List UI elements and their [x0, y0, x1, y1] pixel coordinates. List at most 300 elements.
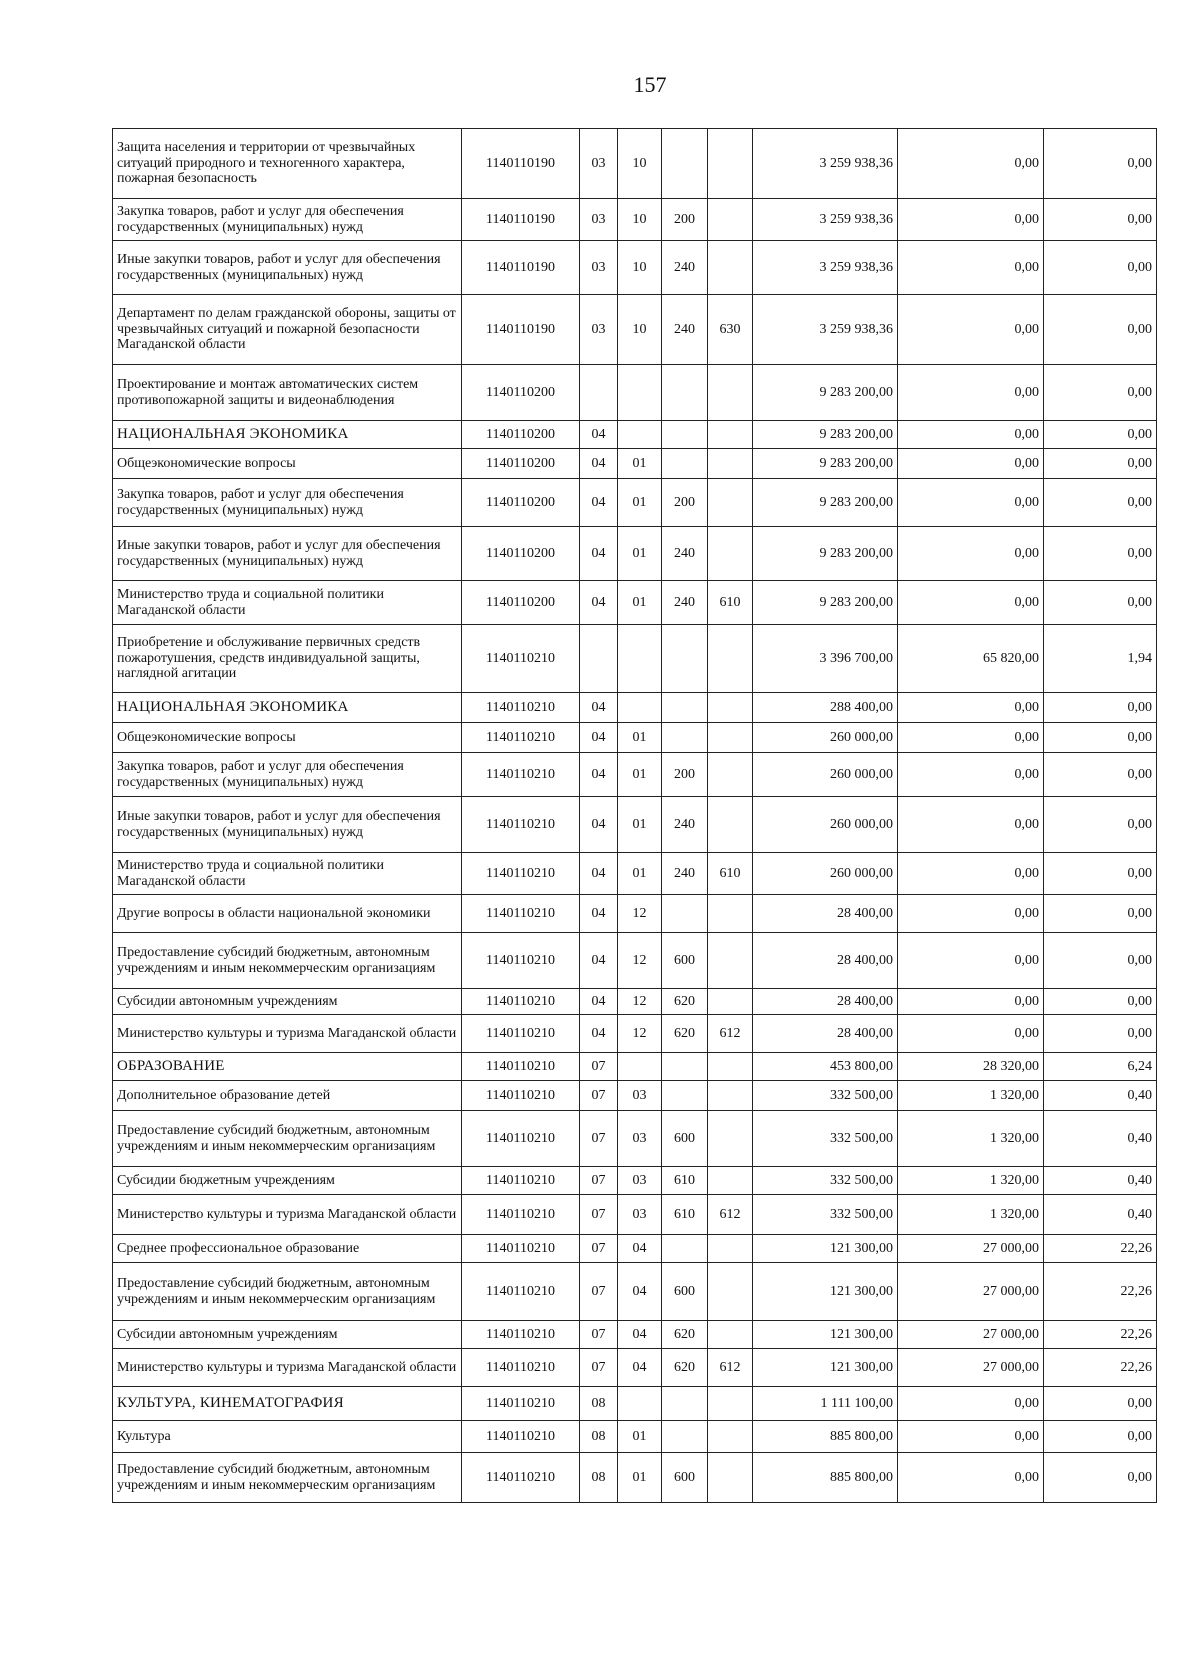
executed-amount-cell: 0,00: [898, 527, 1044, 581]
expense-type-cell: 620: [662, 1015, 708, 1053]
table-row: [113, 989, 1157, 1015]
section-cell: 07: [580, 1263, 618, 1321]
planned-amount-cell: 121 300,00: [753, 1263, 898, 1321]
table-row: [113, 753, 1157, 797]
subsection-cell: 10: [618, 241, 662, 295]
section-cell: 07: [580, 1321, 618, 1349]
target-code-cell: 1140110210: [462, 1453, 580, 1503]
subsection-cell: 10: [618, 199, 662, 241]
ministry-code-cell: 630: [708, 295, 753, 365]
table-row: [113, 1421, 1157, 1453]
expense-type-cell: [662, 449, 708, 479]
subsection-cell: 04: [618, 1321, 662, 1349]
section-cell: 04: [580, 989, 618, 1015]
ministry-code-cell: [708, 625, 753, 693]
table-row: [113, 853, 1157, 895]
item-name-cell: Общеэкономические вопросы: [113, 723, 462, 753]
expense-type-cell: [662, 1421, 708, 1453]
table-row: [113, 1053, 1157, 1081]
item-name-cell: Иные закупки товаров, работ и услуг для обеспечения государственных (муниципальных) нужд: [113, 797, 462, 853]
expense-type-cell: 240: [662, 295, 708, 365]
subsection-cell: 12: [618, 933, 662, 989]
ministry-code-cell: [708, 1081, 753, 1111]
target-code-cell: 1140110210: [462, 625, 580, 693]
planned-amount-cell: 28 400,00: [753, 933, 898, 989]
item-name-cell: Среднее профессиональное образование: [113, 1235, 462, 1263]
planned-amount-cell: 453 800,00: [753, 1053, 898, 1081]
subsection-cell: 12: [618, 1015, 662, 1053]
ministry-code-cell: [708, 199, 753, 241]
expense-type-cell: [662, 129, 708, 199]
item-name-cell: КУЛЬТУРА, КИНЕМАТОГРАФИЯ: [113, 1387, 462, 1421]
ministry-code-cell: 610: [708, 581, 753, 625]
execution-percent-cell: 0,00: [1044, 1015, 1157, 1053]
expense-type-cell: 600: [662, 1263, 708, 1321]
table-row: [113, 581, 1157, 625]
section-cell: [580, 625, 618, 693]
table-row: [113, 1167, 1157, 1195]
item-name-cell: Субсидии автономным учреждениям: [113, 1321, 462, 1349]
ministry-code-cell: 612: [708, 1349, 753, 1387]
item-name-cell: Иные закупки товаров, работ и услуг для обеспечения государственных (муниципальных) нужд: [113, 527, 462, 581]
subsection-cell: 01: [618, 797, 662, 853]
target-code-cell: 1140110210: [462, 1111, 580, 1167]
subsection-cell: 03: [618, 1195, 662, 1235]
subsection-cell: 01: [618, 581, 662, 625]
target-code-cell: 1140110210: [462, 1053, 580, 1081]
target-code-cell: 1140110200: [462, 421, 580, 449]
subsection-cell: 04: [618, 1235, 662, 1263]
execution-percent-cell: 0,00: [1044, 933, 1157, 989]
table-row: [113, 1453, 1157, 1503]
ministry-code-cell: [708, 693, 753, 723]
execution-percent-cell: 0,00: [1044, 365, 1157, 421]
expense-type-cell: [662, 723, 708, 753]
item-name-cell: Культура: [113, 1421, 462, 1453]
target-code-cell: 1140110210: [462, 895, 580, 933]
subsection-cell: 12: [618, 989, 662, 1015]
section-cell: 04: [580, 527, 618, 581]
execution-percent-cell: 0,00: [1044, 693, 1157, 723]
table-row: [113, 625, 1157, 693]
ministry-code-cell: [708, 1235, 753, 1263]
planned-amount-cell: 288 400,00: [753, 693, 898, 723]
target-code-cell: 1140110190: [462, 129, 580, 199]
ministry-code-cell: [708, 1421, 753, 1453]
table-row: [113, 199, 1157, 241]
table-row: [113, 1111, 1157, 1167]
execution-percent-cell: 0,00: [1044, 479, 1157, 527]
table-row: [113, 797, 1157, 853]
expense-type-cell: 240: [662, 797, 708, 853]
executed-amount-cell: 0,00: [898, 581, 1044, 625]
item-name-cell: Министерство культуры и туризма Магаданской области: [113, 1015, 462, 1053]
ministry-code-cell: [708, 449, 753, 479]
table-row: [113, 421, 1157, 449]
subsection-cell: 12: [618, 895, 662, 933]
target-code-cell: 1140110190: [462, 241, 580, 295]
target-code-cell: 1140110210: [462, 933, 580, 989]
section-cell: 07: [580, 1167, 618, 1195]
subsection-cell: 03: [618, 1167, 662, 1195]
item-name-cell: Общеэкономические вопросы: [113, 449, 462, 479]
expense-type-cell: 600: [662, 933, 708, 989]
planned-amount-cell: 332 500,00: [753, 1167, 898, 1195]
executed-amount-cell: 0,00: [898, 723, 1044, 753]
item-name-cell: Министерство труда и социальной политики Магаданской области: [113, 581, 462, 625]
target-code-cell: 1140110210: [462, 1167, 580, 1195]
table-row: [113, 295, 1157, 365]
section-cell: 07: [580, 1195, 618, 1235]
ministry-code-cell: [708, 1053, 753, 1081]
section-cell: 03: [580, 129, 618, 199]
subsection-cell: [618, 1053, 662, 1081]
item-name-cell: НАЦИОНАЛЬНАЯ ЭКОНОМИКА: [113, 421, 462, 449]
table-row: [113, 895, 1157, 933]
table-row: [113, 693, 1157, 723]
planned-amount-cell: 9 283 200,00: [753, 479, 898, 527]
target-code-cell: 1140110210: [462, 989, 580, 1015]
item-name-cell: Субсидии бюджетным учреждениям: [113, 1167, 462, 1195]
item-name-cell: Министерство культуры и туризма Магаданской области: [113, 1349, 462, 1387]
section-cell: 04: [580, 1015, 618, 1053]
section-cell: 04: [580, 449, 618, 479]
execution-percent-cell: 0,40: [1044, 1195, 1157, 1235]
table-row: [113, 1387, 1157, 1421]
execution-percent-cell: 0,00: [1044, 1453, 1157, 1503]
item-name-cell: Закупка товаров, работ и услуг для обеспечения государственных (муниципальных) нужд: [113, 753, 462, 797]
table-row: [113, 527, 1157, 581]
target-code-cell: 1140110190: [462, 199, 580, 241]
planned-amount-cell: 9 283 200,00: [753, 449, 898, 479]
executed-amount-cell: 27 000,00: [898, 1263, 1044, 1321]
section-cell: 04: [580, 933, 618, 989]
subsection-cell: 10: [618, 295, 662, 365]
planned-amount-cell: 28 400,00: [753, 895, 898, 933]
execution-percent-cell: 0,40: [1044, 1081, 1157, 1111]
expense-type-cell: 610: [662, 1195, 708, 1235]
executed-amount-cell: 0,00: [898, 1015, 1044, 1053]
target-code-cell: 1140110210: [462, 853, 580, 895]
section-cell: 03: [580, 295, 618, 365]
item-name-cell: НАЦИОНАЛЬНАЯ ЭКОНОМИКА: [113, 693, 462, 723]
subsection-cell: 01: [618, 479, 662, 527]
item-name-cell: Закупка товаров, работ и услуг для обеспечения государственных (муниципальных) нужд: [113, 199, 462, 241]
expense-type-cell: [662, 1053, 708, 1081]
executed-amount-cell: 27 000,00: [898, 1349, 1044, 1387]
table-row: [113, 1349, 1157, 1387]
expense-type-cell: [662, 625, 708, 693]
section-cell: 04: [580, 753, 618, 797]
ministry-code-cell: [708, 989, 753, 1015]
target-code-cell: 1140110210: [462, 1387, 580, 1421]
target-code-cell: 1140110200: [462, 365, 580, 421]
planned-amount-cell: 9 283 200,00: [753, 581, 898, 625]
section-cell: 04: [580, 581, 618, 625]
executed-amount-cell: 1 320,00: [898, 1111, 1044, 1167]
expense-type-cell: 610: [662, 1167, 708, 1195]
execution-percent-cell: 0,00: [1044, 989, 1157, 1015]
item-name-cell: Дополнительное образование детей: [113, 1081, 462, 1111]
item-name-cell: Предоставление субсидий бюджетным, автономным учреждениям и иным некоммерческим организациям: [113, 1263, 462, 1321]
execution-percent-cell: 22,26: [1044, 1321, 1157, 1349]
expense-type-cell: 240: [662, 853, 708, 895]
execution-percent-cell: 6,24: [1044, 1053, 1157, 1081]
planned-amount-cell: 885 800,00: [753, 1453, 898, 1503]
execution-percent-cell: 0,00: [1044, 449, 1157, 479]
item-name-cell: Субсидии автономным учреждениям: [113, 989, 462, 1015]
executed-amount-cell: 27 000,00: [898, 1321, 1044, 1349]
expense-type-cell: 200: [662, 753, 708, 797]
expense-type-cell: 240: [662, 241, 708, 295]
ministry-code-cell: 610: [708, 853, 753, 895]
section-cell: 04: [580, 479, 618, 527]
item-name-cell: Приобретение и обслуживание первичных средств пожаротушения, средств индивидуальной защиты, наглядной агитации: [113, 625, 462, 693]
table-row: [113, 1263, 1157, 1321]
section-cell: 08: [580, 1453, 618, 1503]
execution-percent-cell: 0,00: [1044, 199, 1157, 241]
ministry-code-cell: [708, 723, 753, 753]
budget-table: [112, 128, 1157, 1503]
executed-amount-cell: 0,00: [898, 421, 1044, 449]
executed-amount-cell: 65 820,00: [898, 625, 1044, 693]
item-name-cell: Департамент по делам гражданской обороны, защиты от чрезвычайных ситуаций и пожарной безопасности Магаданской области: [113, 295, 462, 365]
ministry-code-cell: [708, 933, 753, 989]
subsection-cell: 01: [618, 1421, 662, 1453]
subsection-cell: 10: [618, 129, 662, 199]
planned-amount-cell: 260 000,00: [753, 753, 898, 797]
section-cell: 07: [580, 1111, 618, 1167]
subsection-cell: 01: [618, 753, 662, 797]
target-code-cell: 1140110190: [462, 295, 580, 365]
item-name-cell: Предоставление субсидий бюджетным, автономным учреждениям и иным некоммерческим организациям: [113, 933, 462, 989]
section-cell: 08: [580, 1387, 618, 1421]
executed-amount-cell: 0,00: [898, 853, 1044, 895]
subsection-cell: 01: [618, 1453, 662, 1503]
executed-amount-cell: 1 320,00: [898, 1195, 1044, 1235]
target-code-cell: 1140110210: [462, 723, 580, 753]
subsection-cell: 01: [618, 723, 662, 753]
planned-amount-cell: 9 283 200,00: [753, 421, 898, 449]
planned-amount-cell: 3 259 938,36: [753, 295, 898, 365]
execution-percent-cell: 0,40: [1044, 1111, 1157, 1167]
ministry-code-cell: [708, 365, 753, 421]
table-row: [113, 723, 1157, 753]
expense-type-cell: [662, 895, 708, 933]
ministry-code-cell: 612: [708, 1195, 753, 1235]
executed-amount-cell: 0,00: [898, 129, 1044, 199]
subsection-cell: 01: [618, 853, 662, 895]
executed-amount-cell: 0,00: [898, 479, 1044, 527]
expense-type-cell: [662, 1081, 708, 1111]
executed-amount-cell: 0,00: [898, 449, 1044, 479]
section-cell: 07: [580, 1235, 618, 1263]
executed-amount-cell: 0,00: [898, 895, 1044, 933]
expense-type-cell: [662, 365, 708, 421]
planned-amount-cell: 260 000,00: [753, 723, 898, 753]
target-code-cell: 1140110210: [462, 693, 580, 723]
planned-amount-cell: 260 000,00: [753, 853, 898, 895]
ministry-code-cell: [708, 421, 753, 449]
expense-type-cell: 600: [662, 1453, 708, 1503]
item-name-cell: Предоставление субсидий бюджетным, автономным учреждениям и иным некоммерческим организациям: [113, 1111, 462, 1167]
section-cell: 04: [580, 421, 618, 449]
target-code-cell: 1140110210: [462, 1321, 580, 1349]
execution-percent-cell: 0,00: [1044, 241, 1157, 295]
execution-percent-cell: 0,00: [1044, 581, 1157, 625]
execution-percent-cell: 0,00: [1044, 527, 1157, 581]
executed-amount-cell: 0,00: [898, 933, 1044, 989]
ministry-code-cell: [708, 241, 753, 295]
executed-amount-cell: 0,00: [898, 753, 1044, 797]
target-code-cell: 1140110200: [462, 527, 580, 581]
execution-percent-cell: 0,00: [1044, 295, 1157, 365]
subsection-cell: 03: [618, 1081, 662, 1111]
subsection-cell: [618, 693, 662, 723]
planned-amount-cell: 332 500,00: [753, 1081, 898, 1111]
subsection-cell: [618, 421, 662, 449]
section-cell: 04: [580, 693, 618, 723]
ministry-code-cell: [708, 479, 753, 527]
section-cell: 04: [580, 895, 618, 933]
target-code-cell: 1140110210: [462, 1421, 580, 1453]
table-row: [113, 1195, 1157, 1235]
section-cell: 08: [580, 1421, 618, 1453]
execution-percent-cell: 22,26: [1044, 1349, 1157, 1387]
execution-percent-cell: 0,00: [1044, 129, 1157, 199]
target-code-cell: 1140110200: [462, 479, 580, 527]
executed-amount-cell: 28 320,00: [898, 1053, 1044, 1081]
execution-percent-cell: 0,40: [1044, 1167, 1157, 1195]
expense-type-cell: [662, 693, 708, 723]
table-row: [113, 449, 1157, 479]
section-cell: 04: [580, 797, 618, 853]
target-code-cell: 1140110210: [462, 1195, 580, 1235]
execution-percent-cell: 0,00: [1044, 723, 1157, 753]
item-name-cell: Другие вопросы в области национальной экономики: [113, 895, 462, 933]
section-cell: 07: [580, 1349, 618, 1387]
expense-type-cell: 200: [662, 479, 708, 527]
table-row: [113, 1321, 1157, 1349]
executed-amount-cell: 0,00: [898, 199, 1044, 241]
target-code-cell: 1140110200: [462, 449, 580, 479]
target-code-cell: 1140110200: [462, 581, 580, 625]
execution-percent-cell: 0,00: [1044, 1421, 1157, 1453]
executed-amount-cell: 0,00: [898, 1453, 1044, 1503]
executed-amount-cell: 0,00: [898, 295, 1044, 365]
page-number: 157: [633, 72, 667, 97]
subsection-cell: 04: [618, 1349, 662, 1387]
expense-type-cell: [662, 1387, 708, 1421]
item-name-cell: Предоставление субсидий бюджетным, автономным учреждениям и иным некоммерческим организациям: [113, 1453, 462, 1503]
table-row: [113, 1015, 1157, 1053]
planned-amount-cell: 9 283 200,00: [753, 527, 898, 581]
table-row: [113, 1235, 1157, 1263]
ministry-code-cell: 612: [708, 1015, 753, 1053]
ministry-code-cell: [708, 1263, 753, 1321]
execution-percent-cell: 0,00: [1044, 853, 1157, 895]
ministry-code-cell: [708, 1387, 753, 1421]
expense-type-cell: 620: [662, 1321, 708, 1349]
target-code-cell: 1140110210: [462, 1349, 580, 1387]
planned-amount-cell: 28 400,00: [753, 1015, 898, 1053]
executed-amount-cell: 27 000,00: [898, 1235, 1044, 1263]
expense-type-cell: 600: [662, 1111, 708, 1167]
planned-amount-cell: 121 300,00: [753, 1349, 898, 1387]
target-code-cell: 1140110210: [462, 753, 580, 797]
item-name-cell: Закупка товаров, работ и услуг для обеспечения государственных (муниципальных) нужд: [113, 479, 462, 527]
executed-amount-cell: 0,00: [898, 1387, 1044, 1421]
item-name-cell: Иные закупки товаров, работ и услуг для обеспечения государственных (муниципальных) нужд: [113, 241, 462, 295]
executed-amount-cell: 1 320,00: [898, 1167, 1044, 1195]
ministry-code-cell: [708, 1167, 753, 1195]
item-name-cell: Защита населения и территории от чрезвычайных ситуаций природного и техногенного характера, пожарная безопасность: [113, 129, 462, 199]
planned-amount-cell: 3 259 938,36: [753, 129, 898, 199]
planned-amount-cell: 3 259 938,36: [753, 241, 898, 295]
planned-amount-cell: 260 000,00: [753, 797, 898, 853]
table-row: [113, 933, 1157, 989]
planned-amount-cell: 121 300,00: [753, 1321, 898, 1349]
subsection-cell: [618, 365, 662, 421]
target-code-cell: 1140110210: [462, 797, 580, 853]
section-cell: 07: [580, 1081, 618, 1111]
execution-percent-cell: 0,00: [1044, 421, 1157, 449]
planned-amount-cell: 3 396 700,00: [753, 625, 898, 693]
table-row: [113, 365, 1157, 421]
execution-percent-cell: 22,26: [1044, 1263, 1157, 1321]
target-code-cell: 1140110210: [462, 1081, 580, 1111]
item-name-cell: Министерство труда и социальной политики Магаданской области: [113, 853, 462, 895]
planned-amount-cell: 121 300,00: [753, 1235, 898, 1263]
subsection-cell: 04: [618, 1263, 662, 1321]
target-code-cell: 1140110210: [462, 1015, 580, 1053]
planned-amount-cell: 885 800,00: [753, 1421, 898, 1453]
item-name-cell: Министерство культуры и туризма Магаданской области: [113, 1195, 462, 1235]
ministry-code-cell: [708, 895, 753, 933]
executed-amount-cell: 0,00: [898, 1421, 1044, 1453]
planned-amount-cell: 332 500,00: [753, 1195, 898, 1235]
section-cell: 03: [580, 199, 618, 241]
planned-amount-cell: 332 500,00: [753, 1111, 898, 1167]
expense-type-cell: 240: [662, 581, 708, 625]
execution-percent-cell: 1,94: [1044, 625, 1157, 693]
execution-percent-cell: 0,00: [1044, 753, 1157, 797]
section-cell: [580, 365, 618, 421]
ministry-code-cell: [708, 1321, 753, 1349]
target-code-cell: 1140110210: [462, 1263, 580, 1321]
planned-amount-cell: 28 400,00: [753, 989, 898, 1015]
subsection-cell: [618, 1387, 662, 1421]
execution-percent-cell: 0,00: [1044, 797, 1157, 853]
table-row: [113, 1081, 1157, 1111]
subsection-cell: [618, 625, 662, 693]
executed-amount-cell: 0,00: [898, 797, 1044, 853]
table-row: [113, 479, 1157, 527]
executed-amount-cell: 0,00: [898, 989, 1044, 1015]
executed-amount-cell: 1 320,00: [898, 1081, 1044, 1111]
expense-type-cell: [662, 421, 708, 449]
ministry-code-cell: [708, 797, 753, 853]
item-name-cell: ОБРАЗОВАНИЕ: [113, 1053, 462, 1081]
subsection-cell: 01: [618, 527, 662, 581]
ministry-code-cell: [708, 527, 753, 581]
planned-amount-cell: 3 259 938,36: [753, 199, 898, 241]
budget-table-body: [113, 129, 1157, 1503]
target-code-cell: 1140110210: [462, 1235, 580, 1263]
planned-amount-cell: 9 283 200,00: [753, 365, 898, 421]
section-cell: 07: [580, 1053, 618, 1081]
execution-percent-cell: 22,26: [1044, 1235, 1157, 1263]
